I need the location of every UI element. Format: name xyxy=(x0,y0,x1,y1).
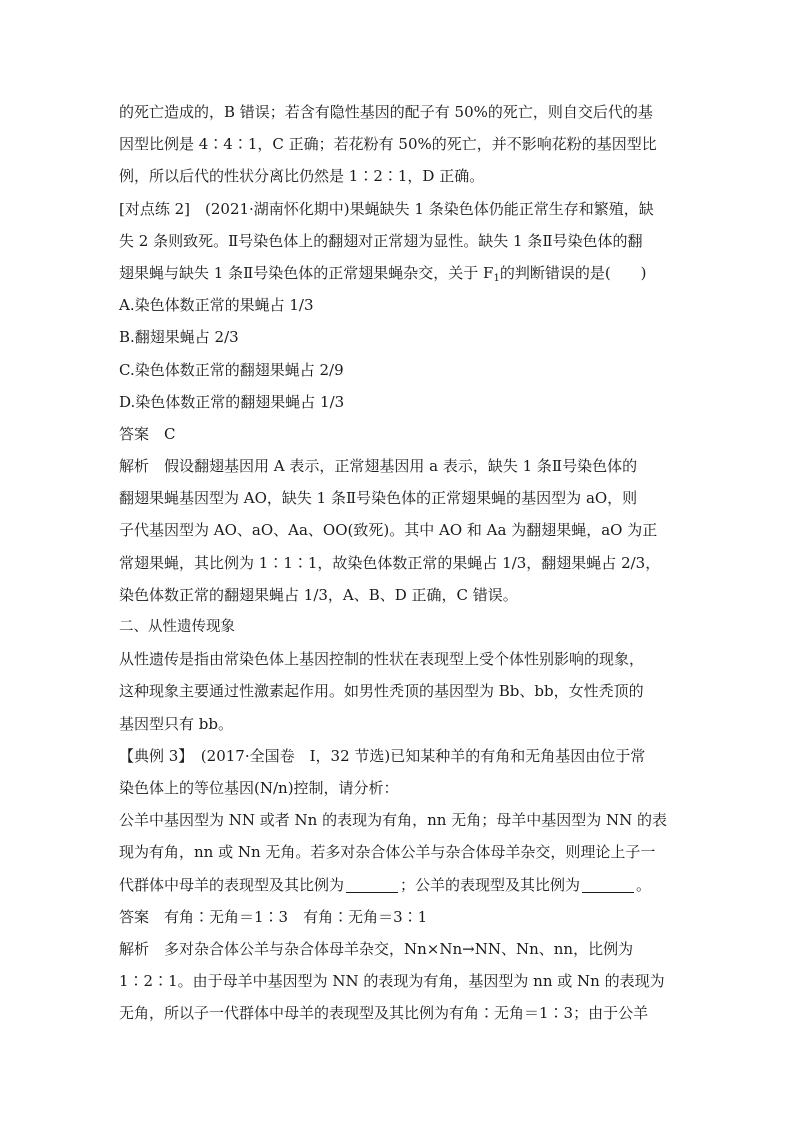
analysis-line: 子代基因型为 AO、aO、Aa、OO(致死)。其中 AO 和 Aa 为翻翅果蝇，aO 为正 xyxy=(119,521,658,540)
answer-line: 答案 有角∶无角＝1∶3 有角∶无角＝3∶1 xyxy=(119,907,428,926)
text-segment: 翅果蝇与缺失 1 条Ⅱ号染色体的正常翅果蝇杂交，关于 F xyxy=(119,263,494,282)
text-segment: 的判断错误的是( ) xyxy=(499,263,647,282)
text-line: 从性遗传是指由常染色体上基因控制的性状在表现型上受个体性别影响的现象， xyxy=(119,650,645,669)
answer-blank xyxy=(582,874,634,893)
analysis-line: 翻翅果蝇基因型为 AO，缺失 1 条Ⅱ号染色体的正常翅果蝇的基因型为 aO，则 xyxy=(119,489,638,508)
analysis-line: 常翅果蝇，其比例为 1∶1∶1，故染色体数正常的果蝇占 1/3，翻翅果蝇占 2/3， xyxy=(119,553,661,572)
text-segment: 代群体中母羊的表现型及其比例为 xyxy=(119,875,345,894)
analysis-line: 解析 多对杂合体公羊与杂合体母羊杂交，Nn×Nn→NN、Nn、nn，比例为 xyxy=(119,939,634,958)
subscript: 1 xyxy=(493,272,500,284)
option-b: B.翻翅果蝇占 2/3 xyxy=(119,328,239,347)
exercise-heading: [对点练 2] (2021·湖南怀化期中)果蝇缺失 1 条染色体仍能正常生存和繁殖，缺 xyxy=(119,199,654,218)
answer-blank xyxy=(346,874,398,893)
option-d: D.染色体数正常的翻翅果蝇占 1/3 xyxy=(119,392,345,411)
analysis-line: 染色体数正常的翻翅果蝇占 1/3，A、B、D 正确，C 错误。 xyxy=(119,585,518,604)
text-line: 现为有角，nn 或 Nn 无角。若多对杂合体公羊与杂合体母羊杂交，则理论上子一 xyxy=(119,843,656,862)
text-line: 因型比例是 4∶4∶1，C 正确；若花粉有 50%的死亡，并不影响花粉的基因型比 xyxy=(119,135,657,154)
option-a: A.染色体数正常的果蝇占 1/3 xyxy=(119,296,314,315)
option-c: C.染色体数正常的翻翅果蝇占 2/9 xyxy=(119,360,344,379)
text-line: 失 2 条则致死。Ⅱ号染色体上的翻翅对正常翅为显性。缺失 1 条Ⅱ号染色体的翻 xyxy=(119,231,643,250)
analysis-line: 解析 假设翻翅基因用 A 表示，正常翅基因用 a 表示，缺失 1 条Ⅱ号染色体的 xyxy=(119,457,638,476)
text-line xyxy=(119,257,679,289)
example-heading: 【典例 3】 (2017·全国卷 Ⅰ，32 节选)已知某种羊的有角和无角基因由位于常 xyxy=(119,746,646,765)
text-line: 例，所以后代的性状分离比仍然是 1∶2∶1，D 正确。 xyxy=(119,167,485,186)
section-heading: 二、从性遗传现象 xyxy=(119,619,235,635)
text-line: 染色体上的等位基因(N/n)控制，请分析： xyxy=(119,778,399,797)
text-segment: ；公羊的表现型及其比例为 xyxy=(400,875,581,894)
text-line xyxy=(119,869,679,901)
text-line: 的死亡造成的，B 错误；若含有隐性基因的配子有 50%的死亡，则自交后代的基 xyxy=(119,103,653,121)
text-segment: 。 xyxy=(636,875,652,894)
analysis-line: 1∶2∶1。由于母羊中基因型为 NN 的表现为有角，基因型为 nn 或 Nn 的表现为 xyxy=(119,972,665,991)
text-line: 这种现象主要通过性激素起作用。如男性秃顶的基因型为 Bb、bb，女性秃顶的 xyxy=(119,682,644,701)
analysis-line: 无角，所以子一代群体中母羊的表现型及其比例为有角∶无角＝1∶3；由于公羊 xyxy=(119,1004,649,1023)
text-line: 基因型只有 bb。 xyxy=(119,714,233,733)
document-page xyxy=(119,96,679,1029)
text-line: 公羊中基因型为 NN 或者 Nn 的表现为有角，nn 无角；母羊中基因型为 NN 的表 xyxy=(119,811,667,830)
answer-line: 答案 C xyxy=(119,424,176,443)
